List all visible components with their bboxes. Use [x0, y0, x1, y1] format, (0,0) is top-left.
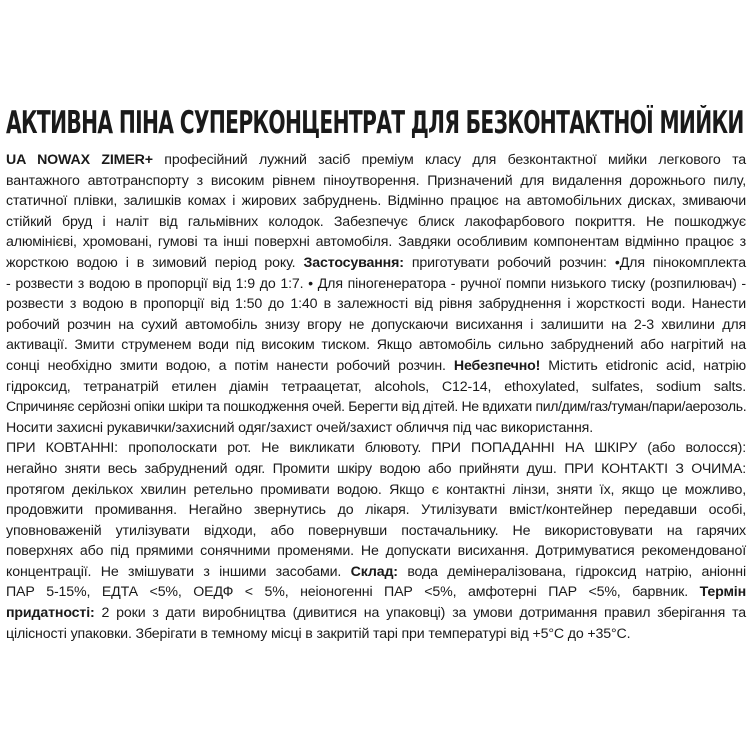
text-line: активації. Змити струменем води під високим тиском. Якщо автомобіль сильно забруднений або нагрітий на	[6, 337, 746, 354]
text-line: цілісності упаковки. Зберігати в темному місці в закритій тарі при температурі від +5°С до +35°С.	[6, 625, 631, 642]
text-line: алюмінієві, хромовані, гумові та інші поверхні автомобіля. Завдяки особливим компонентам відмінно працює з	[6, 234, 746, 251]
text-line: робочий розчин на сухий автомобіль знизу вгору не допускаючи висихання і залишити на 2-3 хвилини для	[6, 316, 746, 333]
danger-heading: Небезпечно!	[453, 357, 541, 374]
text-line: Носити захисні рукавички/захисний одяг/захист очей/захист обличчя під час використання.	[6, 419, 593, 436]
text-line: стійкий бруд і наліт від гальмівних колодок. Забезпечує блиск лакофарбового покриття. Не пошкоджує	[6, 213, 746, 230]
text-line: придатності: 2 роки з дати виробництва (дивитися на упаковці) за умови дотримання правил зберігання та	[6, 605, 746, 622]
text-line: UA NOWAX ZIMER+ професійний лужний засіб преміум класу для безконтактної мийки легкового та	[6, 152, 746, 168]
text-line: протягом декількох хвилин ретельно промивати водою. Якщо є контактні лінзи, зняти їх, якщо це можливо,	[6, 481, 746, 498]
usage-heading: Застосування:	[303, 254, 404, 271]
product-description	[6, 150, 746, 644]
text-line: сонці необхідно змити водою, а потім нанести робочий розчин. Небезпечно! Містить etidronic acid, натрію	[6, 357, 747, 374]
text-line: продовжити промивання. Негайно звернутись до лікаря. Утилізувати вміст/контейнер передавши особі,	[6, 502, 746, 519]
text-line: концентрації. Не змішувати з іншими засобами. Склад: вода демінералізована, гідроксид натрію, аніонні	[6, 563, 746, 580]
product-title: АКТИВНА ПІНА СУПЕРКОНЦЕНТРАТ ДЛЯ БЕЗКОНТАКТНОЇ МИЙКИ	[6, 105, 744, 141]
text-line: гідроксид, тетранатрій етилен діамін тетраацетат, alcohols, C12-14, ethoxylated, sulfates, sodium salts.	[6, 378, 746, 395]
text-line: поверхнях або під прямими сонячними променями. Не допускати висихання. Дотримуватися рекомендованої	[6, 543, 746, 560]
text-line: ПАР 5-15%, ЕДТА <5%, ОЕДФ < 5%, неіоногенні ПАР <5%, амфотерні ПАР <5%, барвник. Термін	[6, 584, 746, 601]
brand-name: UA NOWAX ZIMER+	[6, 152, 153, 168]
text-line: ПРИ КОВТАННІ: прополоскати рот. Не викликати блювоту. ПРИ ПОПАДАННІ НА ШКІРУ (або волосся):	[6, 440, 746, 457]
text-line: вантажного автотранспорту з високим рівнем піноутворення. Призначений для видалення дорожнього пилу,	[6, 172, 746, 189]
shelf-life-heading: Термін	[699, 584, 746, 601]
text-line: уповноваженій утилізувати відходи, або повернувши постачальнику. Не використовувати на гарячих	[6, 522, 746, 539]
text-line: статичної плівки, залишків комах і жирових забруднень. Відмінно працює на автомобільних дисках, змиваючи	[6, 193, 746, 210]
shelf-life-heading-cont: придатності:	[6, 605, 95, 622]
text-line: розвести з водою в пропорції від 1:50 до 1:40 в залежності від рівня забруднення і жорсткості води. Нанести	[6, 296, 746, 313]
composition-heading: Склад:	[350, 563, 398, 580]
text-line: Спричиняє серйозні опіки шкіри та пошкодження очей. Берегти від дітей. Не вдихати пил/дим/газ/туман/пари/аерозоль.	[6, 399, 747, 416]
text-line: - розвести з водою в пропорції від 1:9 до 1:7. • Для піногенератора - ручної помпи низького тиску (розпилювач) -	[6, 275, 746, 292]
text-line: жорсткою водою і в зимовий період року. Застосування: приготувати робочий розчин: •Для пінокомплекта	[6, 254, 746, 271]
text-line: негайно зняти весь забруднений одяг. Промити шкіру водою або прийняти душ. ПРИ КОНТАКТІ З ОЧИМА:	[6, 460, 746, 477]
